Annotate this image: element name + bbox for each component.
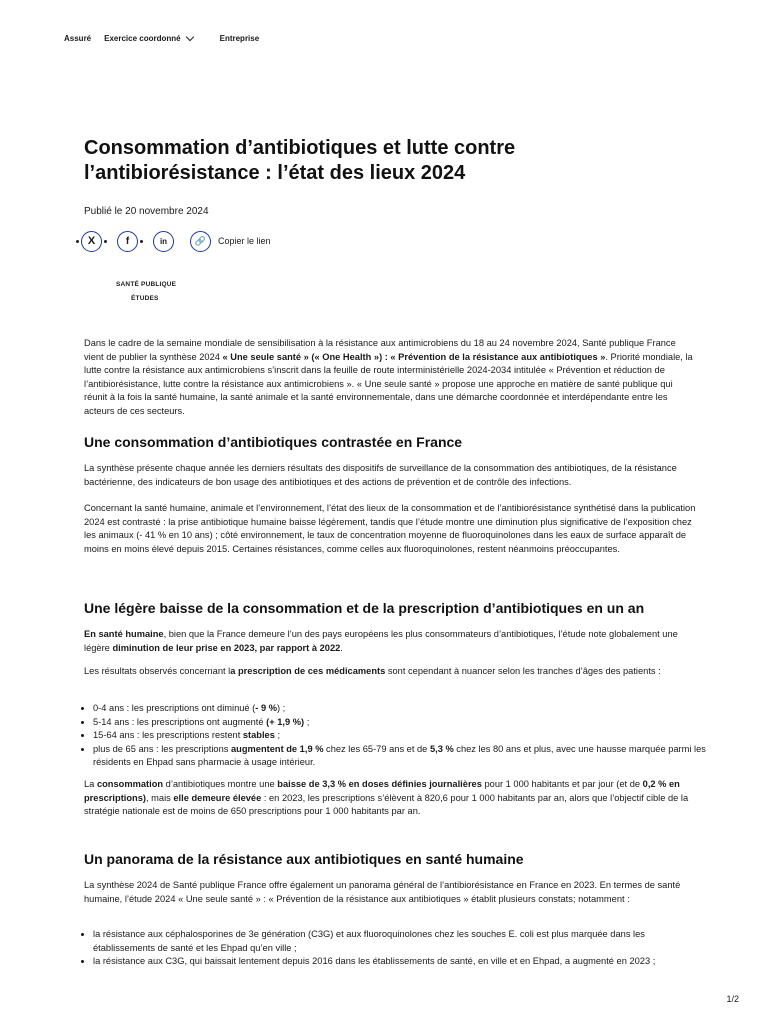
list-item: • la résistance aux céphalosporines de 3e génération (C3G) et aux fluoroquinolones chez les souches E. coli est plus marquée dans les établissements de santé et les Ehpad qu’en ville ;	[93, 928, 707, 955]
share-facebook-button[interactable]	[117, 231, 138, 252]
paragraph-text: La	[84, 779, 97, 789]
share-linkedin-button[interactable]	[153, 231, 174, 252]
paragraph-text: : en 2023, les prescriptions s’élèvent à 820,6 pour 1 000 habitants par an, alors que l’objectif cible de la stratégie nationale est de moins de 650 prescriptions pour 1 000 habitants par an.	[84, 792, 689, 817]
paragraph-text: sont cependant à nuancer selon les tranches d’âges des patients :	[385, 666, 661, 676]
item-text: chez les 80 ans et plus, avec une hausse marquée parmi les résidents en Ehpad sans pharmacie à usage intérieur.	[93, 743, 706, 768]
nav-item-entreprise[interactable]: Entreprise	[219, 33, 260, 43]
section2-paragraph	[84, 665, 696, 679]
item-text: ;	[304, 716, 310, 727]
item-text: chez les 65-79 ans et de	[323, 743, 430, 754]
age-group-list	[80, 702, 707, 770]
paragraph-text: , mais	[146, 792, 174, 803]
tag-etudes[interactable]: ÉTUDES	[131, 295, 159, 302]
paragraph-text: pour 1 000 habitants et par jour (et de	[481, 779, 643, 789]
publication-date: Publié le 20 novembre 2024	[84, 206, 209, 217]
resistance-list	[80, 928, 707, 969]
section1-paragraph	[84, 502, 696, 556]
section1-paragraph	[84, 462, 696, 489]
list-item	[93, 743, 707, 770]
paragraph-text: Les résultats observés concernant l	[84, 666, 231, 676]
paragraph-text: La synthèse 2024 de Santé publique France offre également un panorama général de l’antibiorésistance en France en 2023. En termes de santé humaine, l’étude 2024 « Une seule santé » : « Prévention de la résistance aux antibiotiques » établit plusieurs constats; notamment :	[84, 880, 681, 904]
item-bold: 5,3 %	[429, 743, 454, 754]
section-heading: Un panorama de la résistance aux antibiotiques en santé humaine	[84, 851, 524, 867]
item-text: 15-64 ans : les prescriptions restent	[93, 730, 243, 741]
intro-text: Dans le cadre de la semaine mondiale de sensibilisation à la résistance aux antimicrobiens du 18 au 24 novembre 2024, Santé publique France vient de publier la synthèse 2024	[84, 338, 676, 362]
bullet-dot	[140, 240, 143, 243]
item-text: ) ;	[276, 703, 286, 713]
item-bold: (+ 1,9 %)	[266, 716, 305, 727]
chevron-down-icon[interactable]	[185, 32, 193, 40]
section3-paragraph	[84, 879, 696, 906]
share-bar	[74, 229, 271, 253]
item-text: 5-14 ans : les prescriptions ont augmenté	[93, 716, 267, 727]
item-bold: - 9 %	[255, 703, 277, 713]
nav-item-exercice-coordonne[interactable]	[104, 34, 206, 43]
bold-text: a prescription de ces médicaments	[230, 666, 386, 676]
item-text: ;	[274, 730, 281, 741]
bold-text: 0,2 % en prescriptions)	[84, 779, 680, 803]
paragraph-text: La synthèse présente chaque année les derniers résultats des dispositifs de surveillance de la consommation des antibiotiques, de la résistance bactérienne, des indicateurs de bon usage des antibiotiques et des actions de prévention et de contrôle des infections.	[84, 463, 677, 487]
paragraph-text: Concernant la santé humaine, animale et l’environnement, l’état des lieux de la consommation et de l’antibiorésistance synthétisé dans la publication 2024 est contrasté : la prise antibiotique humaine baisse légèrement, tandis que l’étude montre une diminution plus significative de l’exposition chez les animaux (- 41 % en 10 ans) ; côté environnement, le taux de concentration moyenne de fluoroquinolones dans les eaux de surface apparaît de moins en moins élevé depuis 2015. Certaines résistances, comme celles aux fluoroquinolones, restent néanmoins préoccupantes.	[84, 503, 696, 554]
bold-text: diminution de leur prise en 2023, par rapport à 2022	[112, 642, 341, 653]
section2-paragraph	[84, 628, 696, 655]
list-item: • la résistance aux C3G, qui baissait lentement depuis 2016 dans les établissements de santé, en ville et en Ehpad, a augmenté en 2023 ;	[93, 955, 707, 969]
bullet-dot	[104, 240, 107, 243]
tag-sante-publique[interactable]: SANTÉ PUBLIQUE	[116, 281, 177, 288]
nav-item-label: Exercice coordonné	[104, 33, 181, 43]
bullet-dot	[76, 240, 79, 243]
item-bold: stables	[242, 730, 275, 741]
section2-paragraph	[84, 778, 696, 819]
facebook-icon: f	[125, 235, 130, 247]
page-title: Consommation d’antibiotiques et lutte contre l’antibiorésistance : l’état des lieux 2024	[84, 137, 516, 184]
bold-text: consommation	[96, 779, 164, 789]
paragraph-text: , bien que la France demeure l’un des pays européens les plus consommateurs d’antibiotiques, l’étude note globalement une légère	[84, 629, 678, 653]
linkedin-icon: in	[159, 236, 168, 246]
item-text: 0-4 ans : les prescriptions ont diminué (	[93, 703, 256, 713]
list-item	[93, 702, 707, 716]
section-heading: Une consommation d’antibiotiques contrastée en France	[84, 434, 463, 450]
intro-bold: « Une seule santé » (« One Health ») : « Prévention de la résistance aux antibiotiques »	[222, 351, 606, 362]
bold-text: En santé humaine	[84, 629, 164, 639]
share-x-button[interactable]	[81, 231, 102, 252]
paragraph-text: d’antibiotiques montre une	[163, 779, 278, 789]
bold-text: baisse de 3,3 % en doses définies journalières	[277, 779, 482, 789]
copy-link-button[interactable]	[190, 231, 271, 252]
copy-link-label: Copier le lien	[218, 236, 271, 246]
link-icon: 🔗	[190, 231, 211, 252]
list-item	[93, 729, 707, 743]
page-number: 1/2	[726, 994, 739, 1004]
nav-item-assure[interactable]: Assuré	[64, 33, 92, 43]
bold-text: elle demeure élevée	[173, 792, 262, 803]
list-item	[93, 716, 707, 730]
intro-text: . Priorité mondiale, la lutte contre la résistance aux antimicrobiens s’inscrit dans la feuille de route interministérielle 2024-2034 intitulée « Prévention et réduction de l’antibiorésistance, lutte contre la résistance aux antimicrobiens ». « Une seule santé » propose une approche en matière de santé publique qui réunit à la fois la santé humaine, la santé animale et la santé environnementale, dans une démarche coordonnée et interdépendante entre les acteurs de ces secteurs.	[84, 351, 693, 416]
top-nav	[64, 31, 272, 45]
item-text: plus de 65 ans : les prescriptions	[93, 743, 231, 754]
x-icon: X	[87, 235, 96, 247]
item-bold: augmentent de 1,9 %	[230, 743, 324, 754]
section-heading: Une légère baisse de la consommation et de la prescription d’antibiotiques en un an	[84, 600, 645, 616]
intro-paragraph	[84, 337, 696, 419]
paragraph-text: .	[340, 642, 343, 653]
